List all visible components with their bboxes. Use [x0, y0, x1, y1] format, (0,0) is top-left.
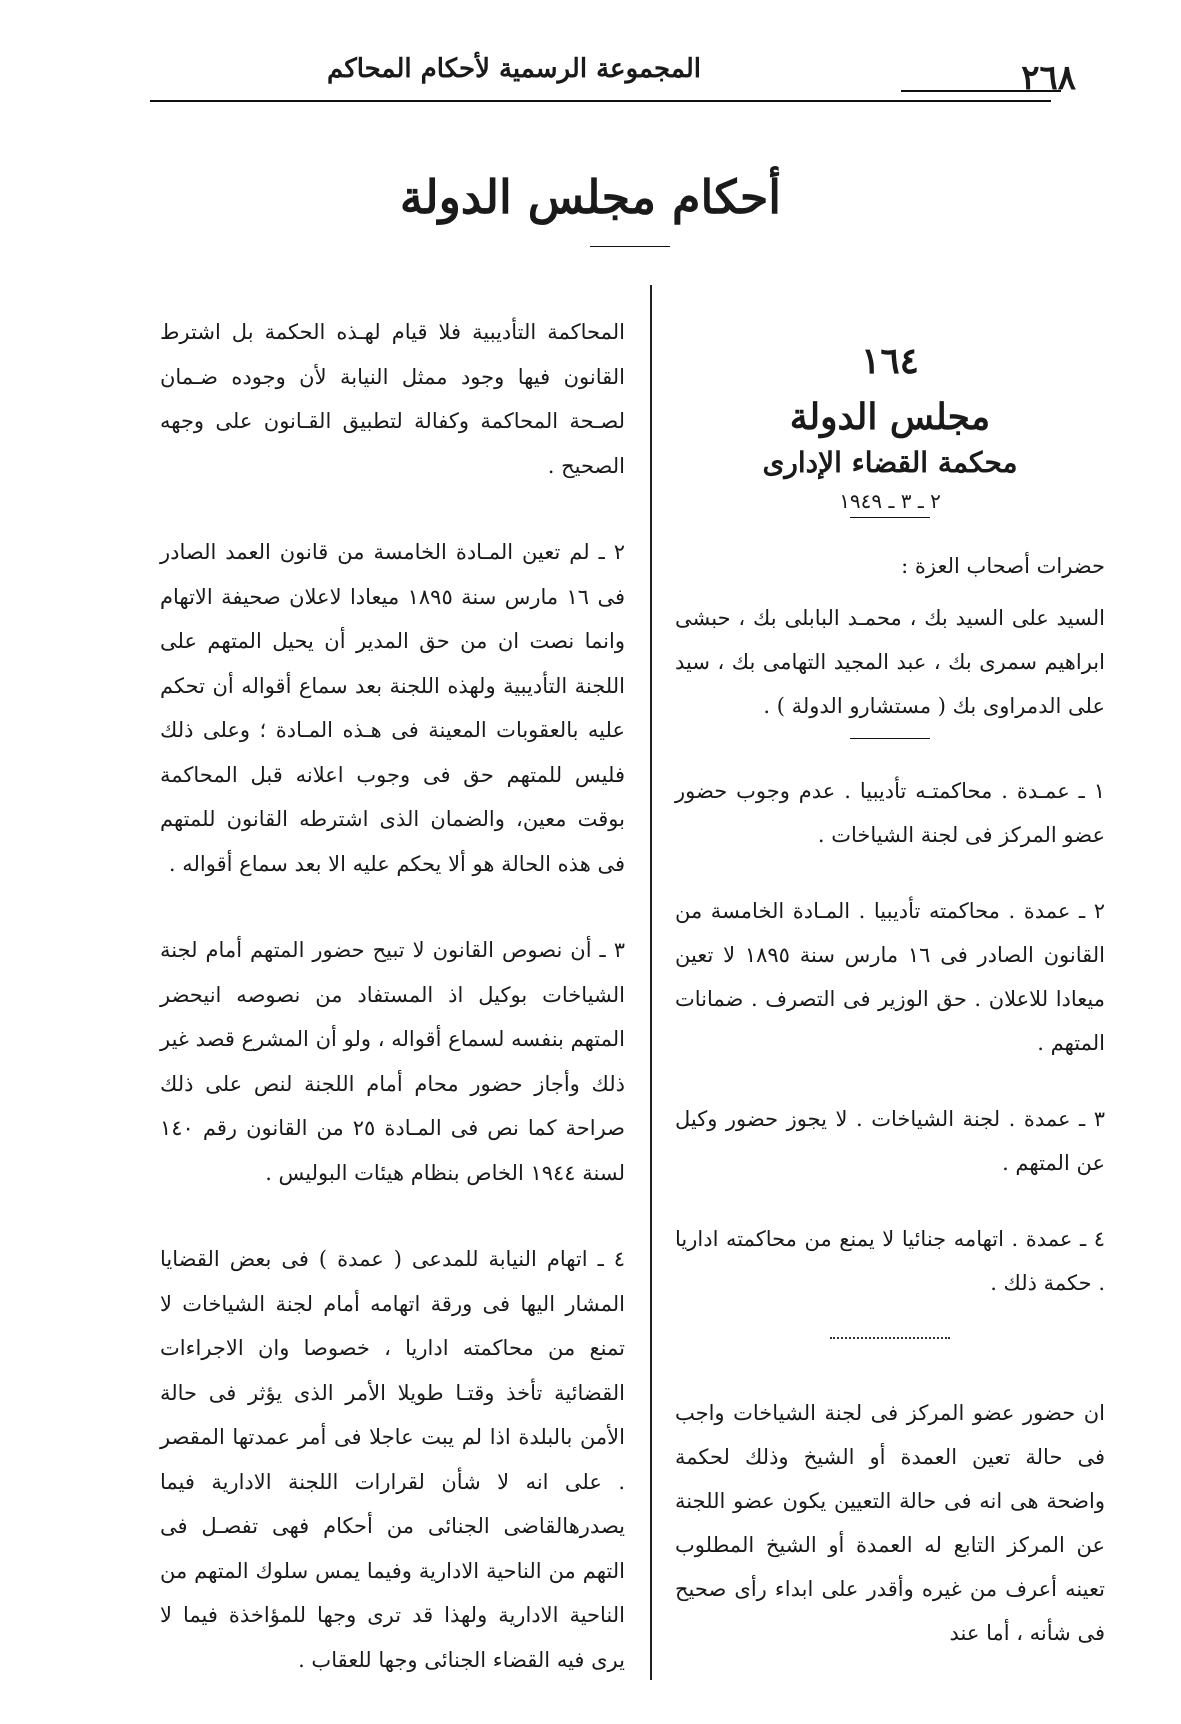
- running-title: المجموعة الرسمية لأحكام المحاكم: [327, 54, 701, 84]
- summary-item: ٣ ـ عمدة . لجنة الشياخات . لا يجوز حضور وكيل عن المتهم .: [675, 1107, 1105, 1175]
- page-number: ٢٦٨: [1021, 58, 1076, 98]
- left-paragraph: ٤ ـ اتهام النيابة للمدعى ( عمدة ) فى بعض القضايا المشار اليها فى ورقة اتهامه أمام لجنة الشياخات لا تمنع من محاكمته اداريا ، خصوصا وان الاجراءات القضائية تأخذ وقتـا طويلا الأمر الذى يؤثر فى حالة الأمن بالبلدة اذا لم يبت عاجلا فى أمر عمدتها المقصر . على انه لا شأن لقرارات اللجنة الادارية فيما يصدرهالقاضى الجنائى من أحكام فهى تفصـل فى التهم من الناحية الادارية وفيما يمس سلوك المتهم من الناحية الادارية ولهذا قد ترى وجها للمؤاخذة فيما لا يرى فيه القضاء الجنائى وجها للعقاب .: [160, 1247, 625, 1672]
- header-rule: [150, 100, 1051, 102]
- court-name: محكمة القضاء الإدارى: [762, 446, 1018, 479]
- running-header: [150, 40, 1076, 100]
- left-paragraph: ٣ ـ أن نصوص القانون لا تبيح حضور المتهم أمام لجنة الشياخات بوكيل اذ المستفاد من نصوصه انيحضر المتهم بنفسه لسماع أقواله ، ولو أن المشرع قصد غير ذلك وأجاز حضور محام أمام اللجنة لنص على ذلك صراحة كما نص فى المـادة ٢٥ من القانون رقم ١٤٠ لسنة ١٩٤٤ الخاص بنظام هيئات البوليس .: [160, 938, 625, 1185]
- dotted-separator: [830, 1337, 950, 1339]
- summary-item: ٢ ـ عمدة . محاكمته تأديبيا . المـادة الخامسة من القانون الصادر فى ١٦ مارس سنة ١٨٩٥ لا تعين ميعادا للاعلان . حق الوزير فى التصرف . ضمانات المتهم .: [675, 899, 1105, 1055]
- column-divider: [650, 285, 652, 1680]
- page-number-rule: [901, 90, 1061, 92]
- summary-item: ١ ـ عمـدة . محاكمتـه تأديبيا . عدم وجوب حضور عضو المركز فى لجنة الشياخات .: [675, 779, 1105, 847]
- judgment-body-text: ان حضور عضو المركز فى لجنة الشياخات واجب فى حالة تعين العمدة أو الشيخ وذلك لحكمة واضحة هى انه فى حالة التعيين يكون عضو اللجنة عن المركز التابع له العمدة أو الشيخ المطلوب تعينه أعرف من غيره وأقدر على ابداء رأى صحيح فى شأنه ، أما عند: [675, 1401, 1105, 1645]
- left-paragraph: ٢ ـ لم تعين المـادة الخامسة من قانون العمد الصادر فى ١٦ مارس سنة ١٨٩٥ ميعادا لاعلان صحيفة الاتهام وانما نصت ان من حق المدير أن يحيل المتهم على اللجنة التأديبية ولهذه اللجنة بعد سماع أقواله أن تحكم عليه بالعقوبات المعينة فى هـذه المـادة ؛ وعلى ذلك فليس للمتهم حق فى وجوب اعلانه قبل المحاكمة بوقت معين، والضمان الذى اشترطه القانون للمتهم فى هذه الحالة هو ألا يحكم عليه الا بعد سماع أقواله .: [160, 540, 626, 876]
- attendance-rule: [850, 738, 930, 739]
- left-paragraph: المحاكمة التأديبية فلا قيام لهـذه الحكمة بل اشترط القانون فيها وجود ممثل النيابة لأن وجوده ضـمان لصـحة المحاكمة وكفالة لتطبيق القـانون على وجهه الصحيح .: [160, 320, 625, 478]
- date-rule: [850, 517, 930, 518]
- section-title: أحكام مجلس الدولة: [399, 170, 782, 224]
- attendance-names: السيد على السيد بك ، محمـد البابلى بك ، حبشى ابراهيم سمرى بك ، عبد المجيد التهامى بك ، سيد على الدمراوى بك ( مستشارو الدولة ) .: [675, 606, 1105, 718]
- attendance-intro: حضرات أصحاب العزة :: [901, 554, 1105, 578]
- right-column: [675, 340, 1105, 1655]
- case-number: ١٦٤: [860, 340, 919, 382]
- left-column: [160, 310, 625, 1724]
- decision-date: ٢ ـ ٣ ـ ١٩٤٩: [839, 489, 941, 513]
- summary-item: ٤ ـ عمدة . اتهامه جنائيا لا يمنع من محاكمته اداريا . حكمة ذلك .: [675, 1227, 1105, 1295]
- council-name: مجلس الدولة: [789, 396, 991, 438]
- section-title-rule: [590, 246, 670, 247]
